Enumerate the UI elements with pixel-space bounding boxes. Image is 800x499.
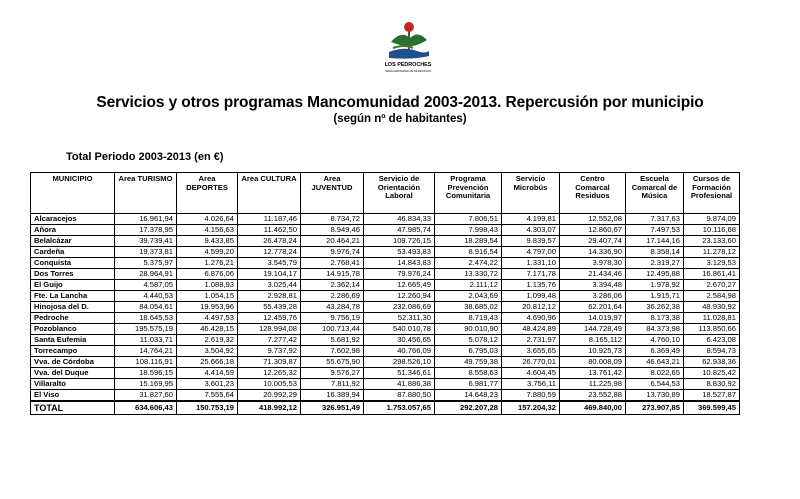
total-amount-cell: 157.204,32	[502, 401, 560, 415]
amount-cell: 1.276,21	[177, 258, 238, 269]
amount-cell: 6.544,53	[626, 379, 684, 390]
amount-cell: 108.116,91	[115, 357, 177, 368]
amount-cell: 17.144,16	[626, 236, 684, 247]
amount-cell: 4.690,96	[502, 313, 560, 324]
amount-cell: 7.277,42	[238, 335, 301, 346]
amount-cell: 8.558,63	[435, 368, 502, 379]
amount-cell: 16.961,94	[115, 214, 177, 225]
municipality-name: Torrecampo	[31, 346, 115, 357]
amount-cell: 19.373,81	[115, 247, 177, 258]
amount-cell: 84.054,61	[115, 302, 177, 313]
column-header: Cursos de Formación Profesional	[684, 173, 740, 214]
amount-cell: 15.169,95	[115, 379, 177, 390]
total-amount-cell: 273.907,85	[626, 401, 684, 415]
amount-cell: 9.433,85	[177, 236, 238, 247]
amount-cell: 7.998,43	[435, 225, 502, 236]
amount-cell: 6.981,77	[435, 379, 502, 390]
amount-cell: 7.880,59	[502, 390, 560, 402]
amount-cell: 11.462,50	[238, 225, 301, 236]
amount-cell: 3.978,30	[560, 258, 626, 269]
total-label: TOTAL	[31, 401, 115, 415]
amount-cell: 1.088,93	[177, 280, 238, 291]
amount-cell: 7.497,53	[626, 225, 684, 236]
amount-cell: 17.378,95	[115, 225, 177, 236]
total-amount-cell: 634.606,43	[115, 401, 177, 415]
amount-cell: 20.992,29	[238, 390, 301, 402]
amount-cell: 2.319,27	[626, 258, 684, 269]
municipality-name: Dos Torres	[31, 269, 115, 280]
amount-cell: 2.286,69	[301, 291, 364, 302]
table-row	[31, 357, 740, 368]
amount-cell: 18.527,87	[684, 390, 740, 402]
amount-cell: 9.839,57	[502, 236, 560, 247]
amount-cell: 1.054,15	[177, 291, 238, 302]
amount-cell: 3.756,11	[502, 379, 560, 390]
amount-cell: 19.953,96	[177, 302, 238, 313]
amount-cell: 9.737,92	[238, 346, 301, 357]
amount-cell: 16.861,41	[684, 269, 740, 280]
amount-cell: 13.761,42	[560, 368, 626, 379]
amount-cell: 4.414,59	[177, 368, 238, 379]
table-row	[31, 324, 740, 335]
amount-cell: 14.915,78	[301, 269, 364, 280]
amount-cell: 8.165,112	[560, 335, 626, 346]
amount-cell: 4.440,53	[115, 291, 177, 302]
amount-cell: 6.876,06	[177, 269, 238, 280]
amount-cell: 43.284,78	[301, 302, 364, 313]
amount-cell: 12.265,32	[238, 368, 301, 379]
amount-cell: 55.439,28	[238, 302, 301, 313]
amount-cell: 4.497,53	[177, 313, 238, 324]
amount-cell: 12.260,94	[364, 291, 435, 302]
amount-cell: 5.375,97	[115, 258, 177, 269]
amount-cell: 11.028,81	[684, 313, 740, 324]
amount-cell: 8.594,73	[684, 346, 740, 357]
amount-cell: 20.464,21	[301, 236, 364, 247]
amount-cell: 2.768,41	[301, 258, 364, 269]
municipality-name: Fte. La Lancha	[31, 291, 115, 302]
mancomunidad-logo	[383, 18, 433, 76]
column-header: Area DEPORTES	[177, 173, 238, 214]
amount-cell: 40.766,09	[364, 346, 435, 357]
amount-cell: 84.373,98	[626, 324, 684, 335]
amount-cell: 113.850,66	[684, 324, 740, 335]
total-amount-cell: 292.207,28	[435, 401, 502, 415]
amount-cell: 3.394,48	[560, 280, 626, 291]
table-row	[31, 346, 740, 357]
amount-cell: 23.133,60	[684, 236, 740, 247]
municipality-name: Cardeña	[31, 247, 115, 258]
amount-cell: 26.770,01	[502, 357, 560, 368]
column-header: Servicio de Orientación Laboral	[364, 173, 435, 214]
total-amount-cell: 418.992,12	[238, 401, 301, 415]
amount-cell: 14.019,97	[560, 313, 626, 324]
table-row	[31, 291, 740, 302]
municipality-name: Hinojosa del D.	[31, 302, 115, 313]
total-amount-cell: 1.753.057,65	[364, 401, 435, 415]
amount-cell: 20.812,12	[502, 302, 560, 313]
municipality-name: Pozoblanco	[31, 324, 115, 335]
amount-cell: 4.604,45	[502, 368, 560, 379]
municipality-name: Villaralto	[31, 379, 115, 390]
amount-cell: 2.928,81	[238, 291, 301, 302]
table-row	[31, 269, 740, 280]
amount-cell: 79.976,24	[364, 269, 435, 280]
amount-cell: 25.666,18	[177, 357, 238, 368]
amount-cell: 5.078,12	[435, 335, 502, 346]
amount-cell: 13.730,89	[626, 390, 684, 402]
amount-cell: 8.734,72	[301, 214, 364, 225]
amount-cell: 28.964,91	[115, 269, 177, 280]
column-header: Centro Comarcal Residuos	[560, 173, 626, 214]
table-header-row	[31, 173, 740, 214]
amount-cell: 10.825,42	[684, 368, 740, 379]
amount-cell: 62.938,36	[684, 357, 740, 368]
amount-cell: 2.362,14	[301, 280, 364, 291]
municipality-name: Vva. del Duque	[31, 368, 115, 379]
logo-text: LOS PEDROCHES	[384, 62, 432, 68]
table-row	[31, 236, 740, 247]
amount-cell: 21.434,46	[560, 269, 626, 280]
amount-cell: 18.645,53	[115, 313, 177, 324]
table-row	[31, 379, 740, 390]
amount-cell: 7.811,92	[301, 379, 364, 390]
amount-cell: 232.086,69	[364, 302, 435, 313]
column-header: Programa Prevención Comunitaria	[435, 173, 502, 214]
total-amount-cell: 369.599,45	[684, 401, 740, 415]
amount-cell: 7.171,78	[502, 269, 560, 280]
amount-cell: 12.665,49	[364, 280, 435, 291]
municipality-table	[30, 172, 740, 415]
amount-cell: 12.552,08	[560, 214, 626, 225]
municipality-name: Belalcázar	[31, 236, 115, 247]
table-row	[31, 302, 740, 313]
amount-cell: 195.575,19	[115, 324, 177, 335]
amount-cell: 12.459,76	[238, 313, 301, 324]
total-row	[31, 401, 740, 415]
table-row	[31, 335, 740, 346]
amount-cell: 10.116,68	[684, 225, 740, 236]
municipality-name: Añora	[31, 225, 115, 236]
amount-cell: 2.670,27	[684, 280, 740, 291]
amount-cell: 12.495,88	[626, 269, 684, 280]
amount-cell: 11.225,98	[560, 379, 626, 390]
amount-cell: 3.601,23	[177, 379, 238, 390]
amount-cell: 51.346,61	[364, 368, 435, 379]
total-amount-cell: 469.840,00	[560, 401, 626, 415]
amount-cell: 8.830,92	[684, 379, 740, 390]
amount-cell: 5.681,92	[301, 335, 364, 346]
amount-cell: 4.797,00	[502, 247, 560, 258]
table-row	[31, 247, 740, 258]
amount-cell: 11.278,12	[684, 247, 740, 258]
amount-cell: 46.834,33	[364, 214, 435, 225]
column-header-municipio: MUNICIPIO	[31, 173, 115, 214]
amount-cell: 2.731,97	[502, 335, 560, 346]
amount-cell: 540.010,78	[364, 324, 435, 335]
amount-cell: 14.764,21	[115, 346, 177, 357]
amount-cell: 16.389,94	[301, 390, 364, 402]
amount-cell: 48.424,89	[502, 324, 560, 335]
amount-cell: 4.599,20	[177, 247, 238, 258]
amount-cell: 1.099,48	[502, 291, 560, 302]
amount-cell: 46.643,21	[626, 357, 684, 368]
amount-cell: 9.976,74	[301, 247, 364, 258]
amount-cell: 13.330,72	[435, 269, 502, 280]
amount-cell: 7.602,98	[301, 346, 364, 357]
amount-cell: 14.336,90	[560, 247, 626, 258]
amount-cell: 4.199,81	[502, 214, 560, 225]
amount-cell: 7.555,64	[177, 390, 238, 402]
column-header: Escuela Comarcal de Música	[626, 173, 684, 214]
amount-cell: 14.843,83	[364, 258, 435, 269]
table-row	[31, 313, 740, 324]
amount-cell: 1.978,92	[626, 280, 684, 291]
amount-cell: 4.303,07	[502, 225, 560, 236]
amount-cell: 48.930,92	[684, 302, 740, 313]
amount-cell: 1.135,76	[502, 280, 560, 291]
amount-cell: 10.005,53	[238, 379, 301, 390]
amount-cell: 9.576,27	[301, 368, 364, 379]
amount-cell: 3.655,65	[502, 346, 560, 357]
amount-cell: 36.262,38	[626, 302, 684, 313]
municipality-name: Conquista	[31, 258, 115, 269]
amount-cell: 2.111,12	[435, 280, 502, 291]
amount-cell: 38.685,02	[435, 302, 502, 313]
amount-cell: 3.129,53	[684, 258, 740, 269]
amount-cell: 8.719,43	[435, 313, 502, 324]
amount-cell: 41.886,38	[364, 379, 435, 390]
amount-cell: 100.713,44	[301, 324, 364, 335]
municipality-name: Santa Eufemia	[31, 335, 115, 346]
amount-cell: 144.728,49	[560, 324, 626, 335]
amount-cell: 6.369,49	[626, 346, 684, 357]
amount-cell: 8.916,54	[435, 247, 502, 258]
amount-cell: 4.587,05	[115, 280, 177, 291]
amount-cell: 3.545,79	[238, 258, 301, 269]
amount-cell: 8.022,65	[626, 368, 684, 379]
amount-cell: 18.289,54	[435, 236, 502, 247]
amount-cell: 31.827,60	[115, 390, 177, 402]
amount-cell: 52.311,30	[364, 313, 435, 324]
column-header: Area TURISMO	[115, 173, 177, 214]
amount-cell: 2.619,32	[177, 335, 238, 346]
amount-cell: 6.423,08	[684, 335, 740, 346]
amount-cell: 49.759,38	[435, 357, 502, 368]
column-header: Servicio Microbús	[502, 173, 560, 214]
amount-cell: 10.925,73	[560, 346, 626, 357]
amount-cell: 39.739,41	[115, 236, 177, 247]
municipality-name: El Viso	[31, 390, 115, 402]
amount-cell: 7.806,51	[435, 214, 502, 225]
page-subtitle: (según nº de habitantes)	[333, 113, 467, 125]
amount-cell: 2.043,69	[435, 291, 502, 302]
column-header: Area JUVENTUD	[301, 173, 364, 214]
amount-cell: 8.358,14	[626, 247, 684, 258]
table-row	[31, 368, 740, 379]
amount-cell: 6.795,03	[435, 346, 502, 357]
amount-cell: 87.880,50	[364, 390, 435, 402]
page-title: Servicios y otros programas Mancomunidad 2003-2013. Repercusión por municipio	[96, 94, 704, 111]
amount-cell: 9.874,09	[684, 214, 740, 225]
amount-cell: 1.915,71	[626, 291, 684, 302]
amount-cell: 23.552,88	[560, 390, 626, 402]
amount-cell: 30.456,65	[364, 335, 435, 346]
amount-cell: 90.010,90	[435, 324, 502, 335]
table-row	[31, 258, 740, 269]
amount-cell: 1.331,10	[502, 258, 560, 269]
amount-cell: 14.648,23	[435, 390, 502, 402]
amount-cell: 4.026,64	[177, 214, 238, 225]
amount-cell: 11.187,46	[238, 214, 301, 225]
amount-cell: 7.317,63	[626, 214, 684, 225]
amount-cell: 29.407,74	[560, 236, 626, 247]
amount-cell: 12.860,67	[560, 225, 626, 236]
total-amount-cell: 326.951,49	[301, 401, 364, 415]
table-row	[31, 225, 740, 236]
amount-cell: 26.478,24	[238, 236, 301, 247]
amount-cell: 8.173,38	[626, 313, 684, 324]
amount-cell: 128.994,08	[238, 324, 301, 335]
municipality-name: El Guijo	[31, 280, 115, 291]
amount-cell: 9.756,19	[301, 313, 364, 324]
amount-cell: 3.504,92	[177, 346, 238, 357]
amount-cell: 47.985,74	[364, 225, 435, 236]
amount-cell: 2.474,22	[435, 258, 502, 269]
amount-cell: 8.949,46	[301, 225, 364, 236]
amount-cell: 62.201,64	[560, 302, 626, 313]
amount-cell: 71.309,87	[238, 357, 301, 368]
amount-cell: 80.008,09	[560, 357, 626, 368]
municipality-name: Pedroche	[31, 313, 115, 324]
amount-cell: 19.104,17	[238, 269, 301, 280]
amount-cell: 2.584,98	[684, 291, 740, 302]
period-label: Total Periodo 2003-2013 (en €)	[66, 151, 224, 163]
logo-subtext: MANCOMUNIDAD DE MUNICIPIOS	[385, 69, 431, 73]
column-header: Area CULTURA	[238, 173, 301, 214]
amount-cell: 3.025,44	[238, 280, 301, 291]
amount-cell: 3.286,06	[560, 291, 626, 302]
amount-cell: 109.726,15	[364, 236, 435, 247]
table-row	[31, 390, 740, 402]
amount-cell: 11.033,71	[115, 335, 177, 346]
amount-cell: 12.778,24	[238, 247, 301, 258]
municipality-name: Vva. de Córdoba	[31, 357, 115, 368]
amount-cell: 55.675,90	[301, 357, 364, 368]
amount-cell: 4.760,10	[626, 335, 684, 346]
table-row	[31, 214, 740, 225]
amount-cell: 4.156,63	[177, 225, 238, 236]
municipality-name: Alcaracejos	[31, 214, 115, 225]
amount-cell: 18.596,15	[115, 368, 177, 379]
table-row	[31, 280, 740, 291]
amount-cell: 298.526,10	[364, 357, 435, 368]
amount-cell: 46.428,15	[177, 324, 238, 335]
amount-cell: 53.493,83	[364, 247, 435, 258]
total-amount-cell: 150.753,19	[177, 401, 238, 415]
